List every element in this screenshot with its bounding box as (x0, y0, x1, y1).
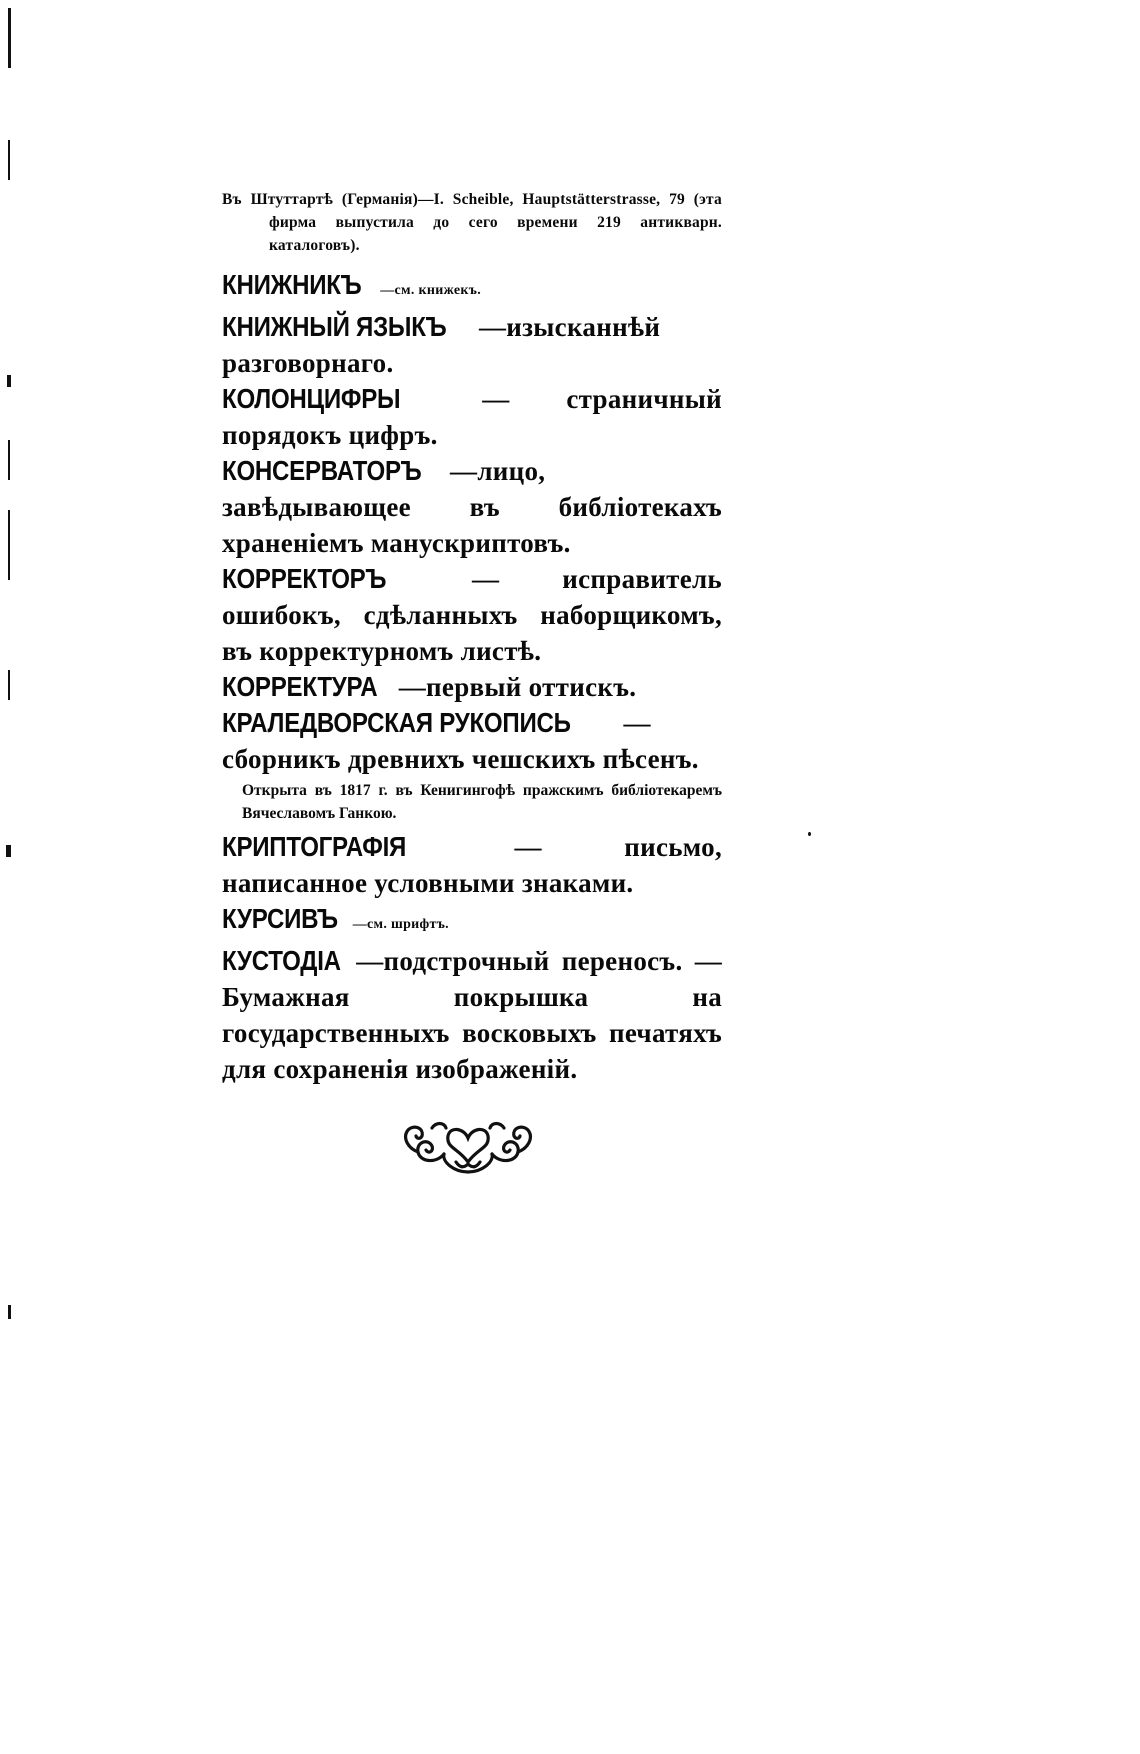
entry-text: —лицо, завѣдывающее въ библіотекахъ храненіемъ манускриптовъ. (222, 456, 722, 558)
scan-edge-mark (8, 1305, 11, 1319)
headword: КОРРЕКТОРЪ (222, 563, 387, 594)
entry-text: — страничный порядокъ цифръ. (222, 384, 722, 450)
headword: КРИПТОГРАФІЯ (222, 831, 407, 862)
entry-konservator (222, 453, 722, 561)
scan-edge-mark (8, 670, 10, 700)
entry-knizhnik (222, 267, 722, 309)
entry-text: —первый оттискъ. (398, 672, 637, 702)
headword: КУРСИВЪ (222, 903, 338, 934)
scan-edge-mark (8, 140, 10, 180)
headword: КОЛОНЦИФРЫ (222, 383, 401, 414)
dictionary-column (222, 188, 722, 1087)
scan-edge-mark (7, 375, 11, 387)
scan-edge-mark (8, 8, 11, 68)
headword: КНИЖНЫЙ ЯЗЫКЪ (222, 311, 447, 342)
headword: КУСТОДІА (222, 945, 341, 976)
entry-kraledvorskaya (222, 705, 722, 777)
headword: КОНСЕРВАТОРЪ (222, 455, 422, 486)
scan-edge-mark (8, 510, 10, 580)
intro-paragraph: Въ Штуттартѣ (Германія)—I. Scheible, Hauptstätterstrasse, 79 (эта фирма выпустила до сего времени 219 антикварн. каталоговъ). (222, 191, 722, 254)
entry-text: —изысканнѣй разговорнаго. (222, 312, 661, 378)
entry-text: — исправитель ошибокъ, сдѣланныхъ наборщикомъ, въ корректурномъ листѣ. (222, 564, 722, 666)
entry-text: — письмо, написанное условными знаками. (222, 832, 722, 898)
entry-korrektor (222, 561, 722, 669)
entry-text: —см. шрифтъ. (352, 917, 449, 932)
entry-kolontsifry (222, 381, 722, 453)
scan-speck (808, 832, 811, 836)
fleuron-ornament-icon (398, 1118, 538, 1176)
entry-kursiv (222, 901, 722, 943)
scan-edge-mark (8, 440, 10, 480)
entry-kriptografiya (222, 829, 722, 901)
scan-edge-mark (6, 845, 11, 857)
entry-text: —подстрочный переносъ. — Бумажная покрышка на государственныхъ восковыхъ печатяхъ для сохраненія изображеній. (222, 946, 722, 1084)
entry-knizhnyi-yazyk (222, 309, 722, 381)
entry-text: —сборникъ древнихъ чешскихъ пѣсенъ. (222, 708, 699, 774)
headword: КРАЛЕДВОРСКАЯ РУКОПИСЬ (222, 707, 571, 738)
entry-note: Открыта въ 1817 г. въ Кенигингофѣ пражскимъ библіотекаремъ Вячеславомъ Ганкою. (242, 782, 722, 822)
entry-text: —см. книжекъ. (380, 283, 481, 298)
headword: КНИЖНИКЪ (222, 269, 362, 300)
entry-korrektura (222, 669, 722, 705)
headword: КОРРЕКТУРА (222, 671, 378, 702)
entry-kustodia (222, 943, 722, 1087)
